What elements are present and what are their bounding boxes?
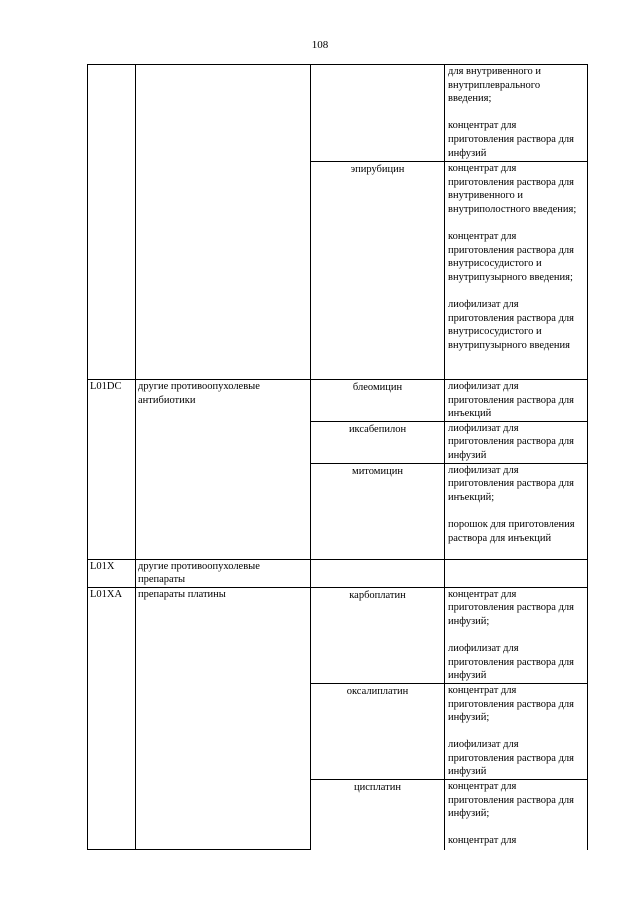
group-name-cell: другие противоопухолевые антибиотики — [136, 380, 311, 560]
dosage-form-text: концентрат для приготовления раствора для внутрисосудистого и внутрипузырного введения; — [448, 230, 574, 283]
dosage-form-text: лиофилизат для приготовления раствора для инфузий — [448, 739, 574, 778]
dosage-form-cell — [445, 587, 588, 683]
dosage-form-text: лиофилизат для приготовления раствора для инъекций — [448, 381, 574, 420]
drug-name-cell: митомицин — [311, 463, 445, 559]
dosage-form-text: концентрат для приготовления раствора для инфузий; — [448, 684, 574, 724]
dosage-form-text: лиофилизат для приготовления раствора для внутрисосудистого и внутрипузырного введения — [448, 298, 574, 351]
group-name-cell: препараты платины — [136, 587, 311, 849]
drug-table — [87, 64, 588, 850]
dosage-form-text: для внутривенного и внутриплеврального введения; — [448, 66, 542, 105]
dosage-form-cell — [445, 65, 588, 162]
dosage-form-cell — [445, 780, 588, 850]
dosage-form-cell — [445, 421, 588, 463]
atc-code-cell: L01X — [88, 559, 136, 587]
drug-name-cell: эпирубицин — [311, 162, 445, 380]
dosage-form-text: лиофилизат для приготовления раствора для инъекций; — [448, 464, 574, 503]
drug-name-cell — [311, 65, 445, 162]
dosage-form-text: порошок для приготовления раствора для инъекций — [448, 518, 575, 544]
dosage-form-cell — [445, 162, 588, 380]
dosage-form-cell — [445, 559, 588, 587]
atc-code-cell: L01DC — [88, 380, 136, 560]
table-row — [88, 587, 588, 683]
drug-name-cell — [311, 559, 445, 587]
drug-name-cell: карбоплатин — [311, 587, 445, 683]
table-row — [88, 65, 588, 162]
dosage-form-text: концентрат для приготовления раствора для инфузий; — [448, 588, 574, 627]
atc-code-cell — [88, 65, 136, 380]
group-name-cell: другие противоопухолевые препараты — [136, 559, 311, 587]
dosage-form-text: концентрат для приготовления раствора для инфузий; — [448, 781, 574, 820]
drug-name-cell: блеомицин — [311, 380, 445, 422]
group-name-cell — [136, 65, 311, 380]
dosage-form-cell — [445, 463, 588, 559]
drug-name-cell: иксабепилон — [311, 421, 445, 463]
dosage-form-cell — [445, 683, 588, 779]
drug-name-cell: цисплатин — [311, 780, 445, 850]
dosage-form-text: лиофилизат для приготовления раствора для инфузий — [448, 422, 574, 461]
atc-code-cell: L01XA — [88, 587, 136, 849]
dosage-form-text: лиофилизат для приготовления раствора для инфузий — [448, 643, 574, 682]
dosage-form-cell — [445, 380, 588, 422]
table-row — [88, 559, 588, 587]
table-row — [88, 380, 588, 422]
dosage-form-text: концентрат для приготовления раствора для внутривенного и внутриполостного введения; — [448, 163, 577, 215]
drug-name-cell: оксалиплатин — [311, 683, 445, 779]
dosage-form-text: концентрат для — [448, 835, 517, 847]
page-number: 108 — [311, 39, 329, 51]
dosage-form-text: концентрат для приготовления раствора для инфузий — [448, 120, 574, 159]
